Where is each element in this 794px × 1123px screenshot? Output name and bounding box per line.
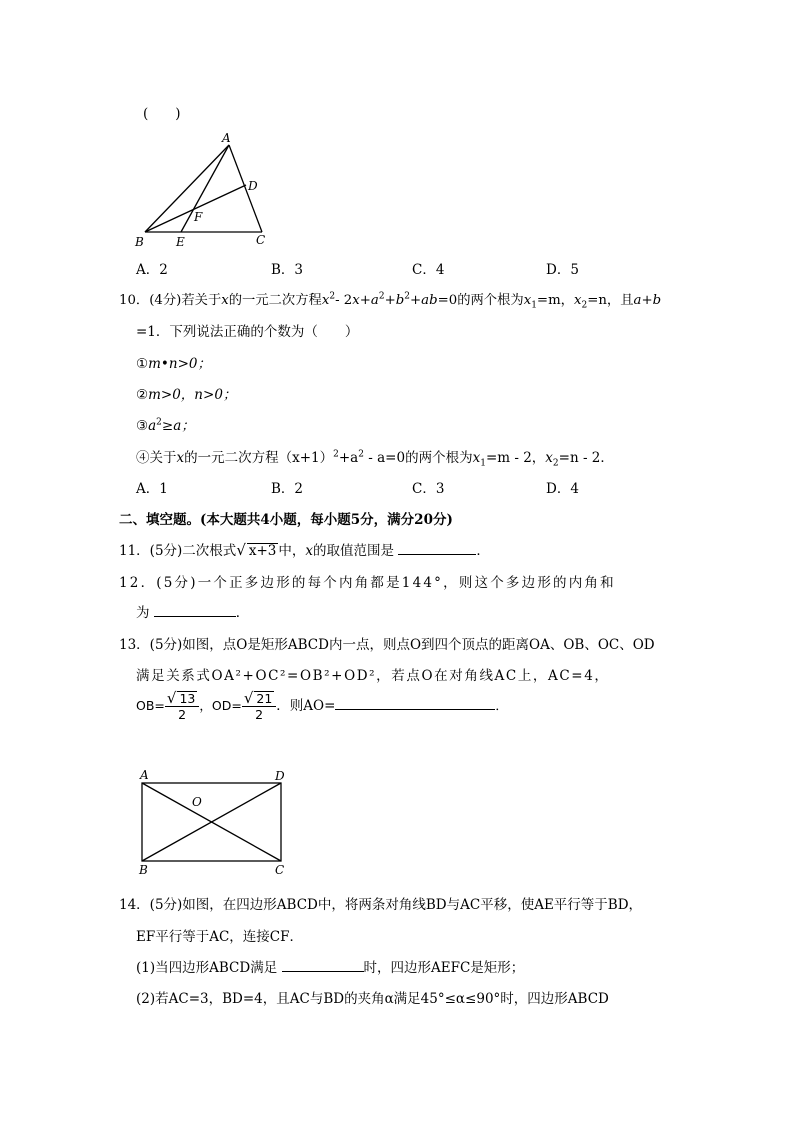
q10-statement-1: ①m•n>0； (136, 356, 211, 372)
q10-option-d[interactable]: D．4 (546, 481, 579, 497)
q9-option-c[interactable]: C．4 (412, 262, 445, 278)
q10-statement-3: $③a^2\ge a$； (136, 417, 195, 434)
q13-label-A: A (140, 768, 149, 782)
section-2-title: 二、填空题。(本大题共4小题，每小题5分，满分20分) (119, 512, 453, 528)
q12-line1: 12．(5分)一个正多边形的每个内角都是144°，则这个多边形的内角和 (119, 575, 616, 591)
q13-label-D: D (275, 769, 285, 783)
q9-label-D: D (248, 179, 258, 193)
q11-radicand: x+3 (248, 543, 277, 559)
q14-line1: 14．(5分)如图，在四边形ABCD中，将两条对角线BD与AC平移，使AE平行等于BD， (119, 897, 643, 913)
q13-line3: OB= $\frac{√ 13}{2}$ ，OD= $\frac{√ 21}{2}$ ．则AO= ． (136, 689, 508, 722)
q9-label-E: E (176, 235, 185, 249)
q9-option-a[interactable]: A．2 (136, 262, 168, 278)
q9-option-b[interactable]: B．3 (271, 262, 304, 278)
q9-triangle-figure (130, 128, 280, 250)
q14-part2: (2)若AC=3，BD=4，且AC与BD的夹角α满足45°≤α≤90°时，四边形ABCD (136, 991, 609, 1007)
q14-part1: (1)当四边形ABCD满足 时，四边形AEFC是矩形； (136, 956, 524, 976)
q9-label-B: B (135, 235, 144, 249)
q9-label-A: A (222, 131, 231, 145)
q9-label-C: C (256, 233, 266, 247)
q13-line2: 满足关系式OA²+OC²=OB²+OD²，若点O在对角线AC上，AC=4， (136, 668, 610, 684)
q10-statement-4: ④关于x的一元二次方程$(x+1)^2+a^2 - a=0$的两个根为$x_1=m - 2$，$x_2=n - 2$． (136, 449, 614, 469)
q9-answer-paren: ( ) (143, 106, 181, 122)
q14-line2: EF平行等于AC，连接CF． (136, 929, 303, 945)
q10-statement-2: ②m>0，n>0； (136, 387, 237, 403)
q10-line1: 10．(4分)若关于x的一元二次方程$x^2-$ $2x+a^2+b^2+ab=0$的两个根为$x_1=m$，$x_2=n$，且a+b (119, 291, 662, 311)
q12-line2: 为 ． (136, 601, 249, 621)
q9-option-d[interactable]: D．5 (546, 262, 579, 278)
q13-line1: 13．(5分)如图，点O是矩形ABCD内一点，则点O到四个顶点的距离OA、OB、OC、OD (119, 637, 655, 653)
q10-line2: =1．下列说法正确的个数为（ ） (136, 324, 359, 340)
q14-answer-blank[interactable] (282, 957, 364, 972)
q13-rectangle-figure (132, 766, 292, 878)
q10-option-a[interactable]: A．1 (136, 481, 168, 497)
q11-answer-blank[interactable] (398, 540, 476, 555)
q13-answer-blank[interactable] (335, 695, 495, 710)
q10-option-c[interactable]: C．3 (412, 481, 445, 497)
q12-answer-blank[interactable] (154, 602, 236, 617)
q10-option-b[interactable]: B．2 (271, 481, 304, 497)
q9-label-F: F (194, 210, 203, 224)
q13-label-B: B (139, 863, 148, 877)
q11-line: 11．(5分)二次根式√ x+3 中，x的取值范围是 ． (119, 541, 490, 559)
q13-label-O: O (192, 795, 202, 809)
q13-label-C: C (275, 863, 285, 877)
